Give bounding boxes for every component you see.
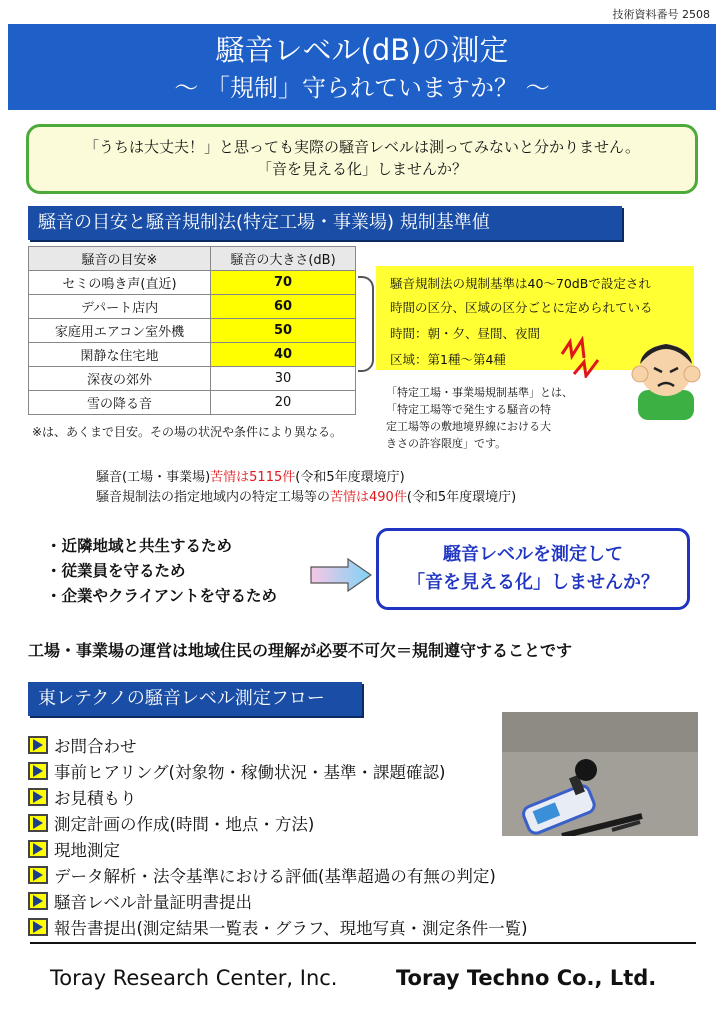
regulation-line-4: 区域：第1種～第4種 — [390, 352, 506, 367]
table-row — [29, 319, 356, 343]
flow-step-label: 騒音レベル計量証明書提出 — [54, 893, 252, 912]
footer-company-2: Toray Techno Co., Ltd. — [396, 966, 657, 990]
flow-step — [28, 888, 528, 914]
stat-2-prefix: 騒音規制法の指定地域内の特定工場等の — [96, 490, 331, 505]
arrow-box-icon — [28, 866, 48, 884]
row-label: デパート店内 — [29, 295, 211, 319]
row-value: 50 — [211, 319, 356, 343]
table-row — [29, 343, 356, 367]
flow-step-label: お見積もり — [54, 789, 137, 808]
arrow-box-icon — [28, 762, 48, 780]
noise-level-table — [28, 246, 356, 415]
flow-step — [28, 810, 528, 836]
row-value: 20 — [211, 391, 356, 415]
row-label: 深夜の郊外 — [29, 367, 211, 391]
flow-step-label: 報告書提出(測定結果一覧表・グラフ、現地写真・測定条件一覧) — [54, 919, 528, 938]
callout-line-2: 「音を見える化」しませんか？ — [407, 572, 659, 593]
regulation-line-2: 時間の区分、区域の区分ごとに定められている — [390, 300, 653, 315]
stat-1-prefix: 騒音(工場・事業場) — [96, 470, 211, 485]
row-value: 40 — [211, 343, 356, 367]
row-value: 70 — [211, 271, 356, 295]
flow-step-label: 現地測定 — [54, 841, 120, 860]
section-heading-noise-guide: 騒音の目安と騒音規制法(特定工場・事業場) 規制基準値 — [28, 206, 622, 240]
intro-line-1: 「うちは大丈夫！」と思っても実際の騒音レベルは測ってみないと分かりません。 — [84, 138, 640, 156]
row-value: 60 — [211, 295, 356, 319]
arrow-box-icon — [28, 892, 48, 910]
section-heading-flow: 東レテクノの騒音レベル測定フロー — [28, 682, 362, 716]
annoyed-child-icon — [620, 330, 710, 420]
flow-step — [28, 862, 528, 888]
flow-step — [28, 732, 528, 758]
reason-item: ・近隣地域と共生するため — [46, 537, 233, 555]
callout-line-1: 騒音レベルを測定して — [443, 544, 623, 565]
flow-step-label: お問合わせ — [54, 737, 137, 756]
regulation-line-3: 時間：朝・夕、昼間、夜間 — [390, 326, 541, 341]
row-label: 雪の降る音 — [29, 391, 211, 415]
table-row — [29, 271, 356, 295]
arrow-box-icon — [28, 788, 48, 806]
definition-line-2: 「特定工場等で発生する騒音の特 — [386, 403, 551, 416]
bracket-divider — [358, 276, 374, 372]
page-header — [8, 24, 716, 110]
table-row — [29, 391, 356, 415]
definition-line-4: きさの許容限度」です。 — [386, 437, 507, 450]
table-row — [29, 295, 356, 319]
definition-line-1: 「特定工場・事業場規制基準」とは、 — [386, 386, 573, 399]
regulation-line-1: 騒音規制法の規制基準は40～70dBで設定され — [390, 276, 651, 291]
page-title: 騒音レベル(dB)の測定 — [215, 33, 509, 67]
intro-line-2: 「音を見える化」しませんか？ — [256, 160, 467, 178]
footer-company-1: Toray Research Center, Inc. — [50, 966, 338, 990]
complaint-stat-1 — [96, 466, 405, 485]
definition-line-3: 定工場等の敷地境界線における大 — [386, 420, 551, 433]
row-label: セミの鳴き声(直近) — [29, 271, 211, 295]
intro-box — [26, 124, 698, 194]
column-header-guide: 騒音の目安※ — [29, 247, 211, 271]
stat-1-source: (令和5年度環境庁) — [295, 470, 405, 485]
flow-step — [28, 836, 528, 862]
arrow-box-icon — [28, 840, 48, 858]
flow-step — [28, 758, 528, 784]
row-label: 閑静な住宅地 — [29, 343, 211, 367]
flow-step-label: 事前ヒアリング(対象物・稼働状況・基準・課題確認) — [54, 763, 446, 782]
noise-jagged-icon — [558, 334, 618, 378]
stat-1-count: 苦情は5115件 — [210, 470, 296, 485]
stat-2-count: 苦情は490件 — [330, 490, 407, 505]
flow-step — [28, 914, 528, 940]
compliance-statement: 工場・事業場の運営は地域住民の理解が必要不可欠＝規制遵守することです — [28, 641, 573, 660]
arrow-box-icon — [28, 736, 48, 754]
arrow-box-icon — [28, 918, 48, 936]
row-value: 30 — [211, 367, 356, 391]
arrow-box-icon — [28, 814, 48, 832]
flow-step-label: データ解析・法令基準における評価(基準超過の有無の判定) — [54, 867, 496, 886]
flow-step-label: 測定計画の作成(時間・地点・方法) — [54, 815, 315, 834]
column-header-db: 騒音の大きさ(dB) — [211, 247, 356, 271]
table-row — [29, 367, 356, 391]
reason-item: ・企業やクライアントを守るため — [46, 587, 277, 605]
table-header-row — [29, 247, 356, 271]
complaint-stat-2 — [96, 486, 516, 505]
row-label: 家庭用エアコン室外機 — [29, 319, 211, 343]
reason-item: ・従業員を守るため — [46, 562, 186, 580]
flow-step — [28, 784, 528, 810]
reasons-list — [46, 534, 277, 609]
page-subtitle: ～ 「規制」守られていますか？ ～ — [174, 74, 550, 102]
document-number: 技術資料番号 2508 — [612, 8, 710, 21]
sound-level-meter-photo — [502, 712, 698, 836]
footer-divider — [30, 942, 696, 944]
stat-2-source: (令和5年度環境庁) — [406, 490, 517, 505]
table-note: ※は、あくまで目安。その場の状況や条件により異なる。 — [32, 425, 343, 439]
right-arrow-icon — [310, 558, 372, 592]
measurement-flow-list — [28, 732, 528, 940]
callout-box — [376, 528, 690, 610]
